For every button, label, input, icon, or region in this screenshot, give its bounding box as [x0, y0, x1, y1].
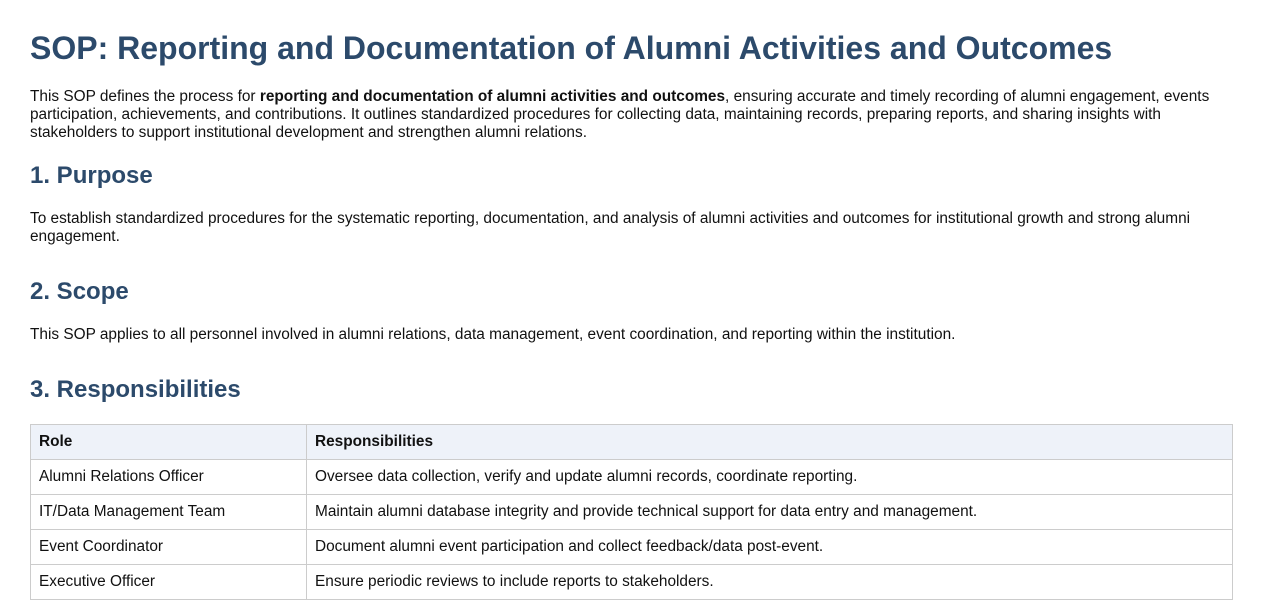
responsibilities-heading: 3. Responsibilities	[30, 376, 241, 403]
responsibility-cell: Oversee data collection, verify and update alumni records, coordinate reporting.	[307, 460, 1233, 495]
intro-text-bold: reporting and documentation of alumni activities and outcomes	[259, 88, 726, 105]
responsibilities-table	[30, 424, 1233, 600]
intro-text-end: , ensuring accurate and timely recording of alumni engagement, events participation, achievements, and contributions. It outlines standardized procedures for collecting data, maintaining records, preparing reports, and sharing insights with stakeholders to support institutional development and strengthen alumni relations.	[30, 88, 1210, 141]
scope-text: This SOP applies to all personnel involved in alumni relations, data management, event coordination, and reporting within the institution.	[30, 326, 956, 343]
table-row	[31, 530, 1233, 565]
table-header-role: Role	[31, 425, 307, 460]
table-row	[31, 495, 1233, 530]
intro-paragraph	[30, 88, 1233, 142]
role-cell: Alumni Relations Officer	[31, 460, 307, 495]
responsibility-cell: Ensure periodic reviews to include reports to stakeholders.	[307, 565, 1233, 600]
purpose-text: To establish standardized procedures for the systematic reporting, documentation, and analysis of alumni activities and outcomes for institutional growth and strong alumni engagement.	[30, 210, 1191, 245]
responsibility-cell: Document alumni event participation and collect feedback/data post-event.	[307, 530, 1233, 565]
page-title: SOP: Reporting and Documentation of Alumni Activities and Outcomes	[30, 30, 1113, 66]
role-cell: IT/Data Management Team	[31, 495, 307, 530]
scope-heading: 2. Scope	[30, 278, 129, 305]
purpose-heading: 1. Purpose	[30, 162, 153, 189]
table-row	[31, 460, 1233, 495]
role-cell: Event Coordinator	[31, 530, 307, 565]
table-row	[31, 565, 1233, 600]
intro-text-start: This SOP defines the process for	[30, 88, 260, 105]
table-header-row	[31, 425, 1233, 460]
role-cell: Executive Officer	[31, 565, 307, 600]
table-header-responsibilities: Responsibilities	[307, 425, 1233, 460]
responsibility-cell: Maintain alumni database integrity and provide technical support for data entry and management.	[307, 495, 1233, 530]
